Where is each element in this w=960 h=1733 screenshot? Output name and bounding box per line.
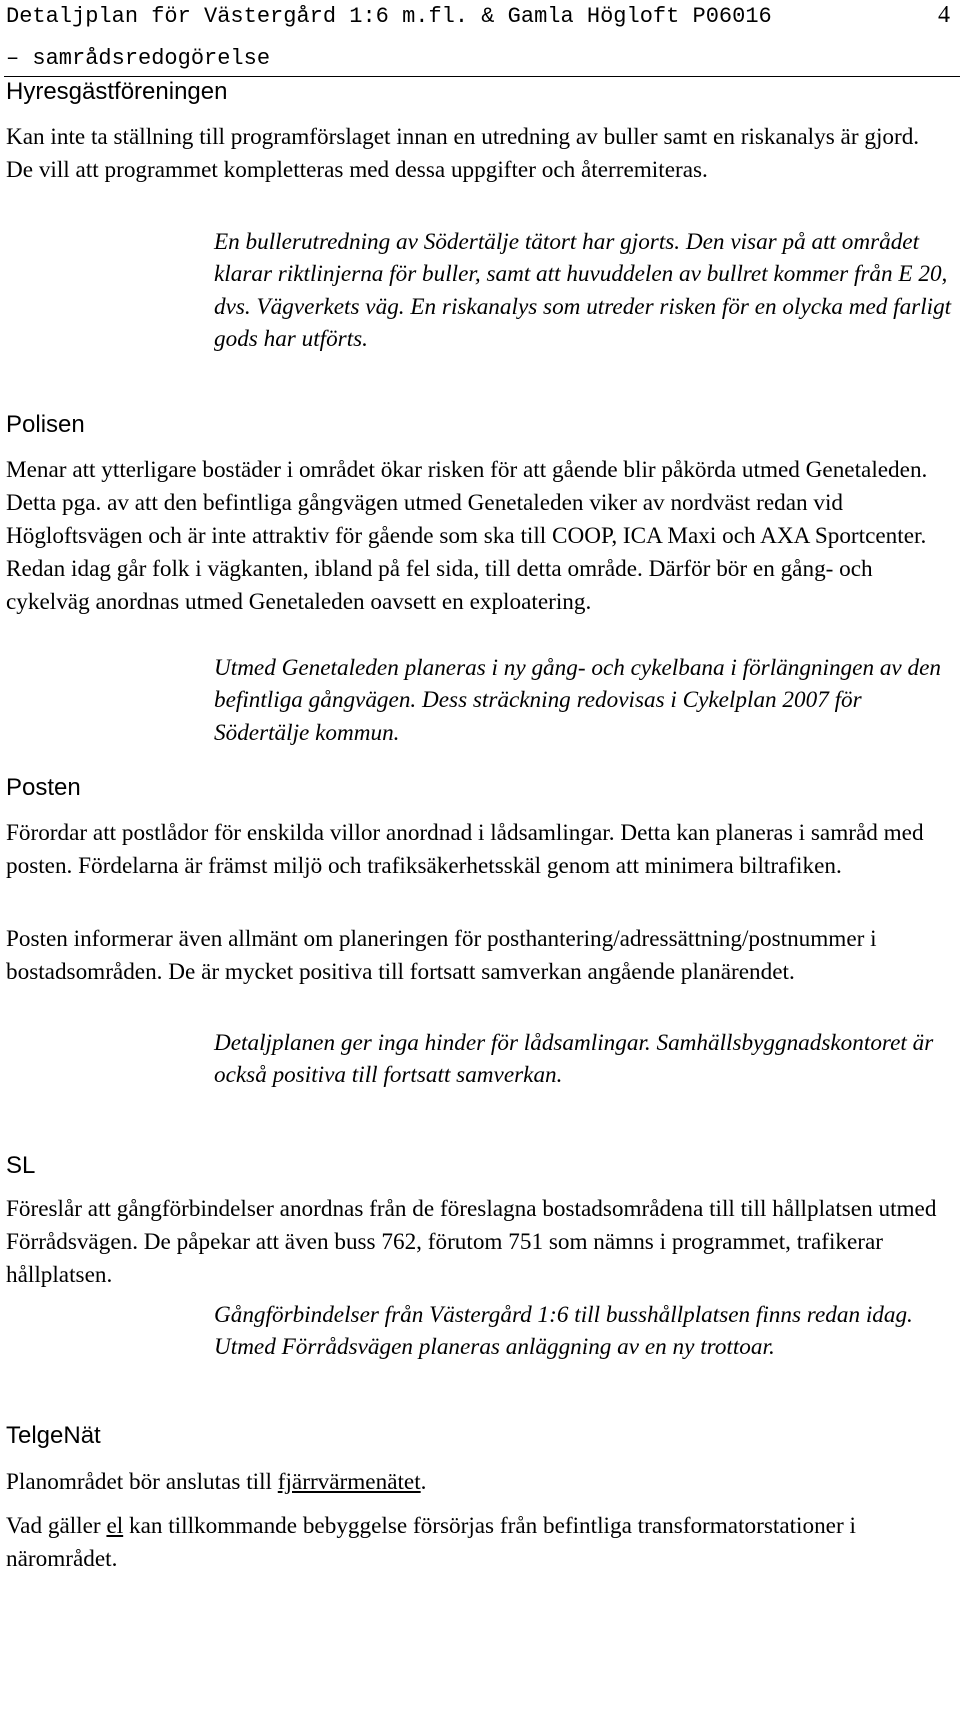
section-heading-telgenat: TelgeNät bbox=[6, 1422, 101, 1449]
section-paragraph: Posten informerar även allmänt om planeringen för posthantering/adressättning/postnummer i bostadsområden. De är mycket positiva till fortsatt samverkan angående planärendet. bbox=[6, 926, 877, 985]
section-paragraph: Menar att ytterligare bostäder i området ökar risken för att gående blir påkörda utmed Genetaleden. Detta pga. av att den befintliga gångvägen utmed Genetaleden viker av nordväst redan vid Högloftsvägen och är inte attraktiv för gående som ska till COOP, ICA Maxi och AXA Sportcenter. Redan idag går folk i vägkanten, ibland på fel sida, till detta område. Därför bör en gång- och cykelväg anordnas utmed Genetaleden oavsett en exploatering. bbox=[6, 457, 928, 615]
paragraph-text: Vad gäller bbox=[6, 1513, 107, 1539]
section-paragraph: Kan inte ta ställning till programförslaget innan en utredning av buller samt en riskanalys är gjord. De vill att programmet kompletteras med dessa uppgifter och återremiteras. bbox=[6, 124, 920, 183]
section-paragraph: Föreslår att gångförbindelser anordnas från de föreslagna bostadsområdena till till hållplatsen utmed Förrådsvägen. De påpekar att även buss 762, förutom 751 som nämns i programmet, trafikerar hållplatsen. bbox=[6, 1196, 937, 1288]
paragraph-text: kan tillkommande bebyggelse försörjas från befintliga transformatorstationer i närområdet. bbox=[6, 1513, 856, 1572]
section-reply: Detaljplanen ger inga hinder för lådsamlingar. Samhällsbyggnadskontoret är också positiva till fortsatt samverkan. bbox=[214, 1030, 934, 1089]
paragraph-text: . bbox=[420, 1469, 427, 1495]
section-heading-polisen: Polisen bbox=[6, 411, 85, 438]
section-heading-posten: Posten bbox=[6, 774, 81, 801]
section-heading-sl: SL bbox=[6, 1152, 36, 1179]
document-title: Detaljplan för Västergård 1:6 m.fl. & Gamla Högloft P06016 bbox=[6, 4, 772, 29]
section-reply: Gångförbindelser från Västergård 1:6 till busshållplatsen finns redan idag. Utmed Förrådsvägen planeras anläggning av en ny trottoar. bbox=[214, 1302, 913, 1361]
section-reply: Utmed Genetaleden planeras i ny gång- och cykelbana i förlängningen av den befintliga gångvägen. Dess sträckning redovisas i Cykelplan 2007 för Södertälje kommun. bbox=[214, 655, 941, 746]
el-underlined: el bbox=[106, 1513, 124, 1539]
paragraph-text: Planområdet bör anslutas till bbox=[6, 1469, 278, 1495]
section-paragraph bbox=[6, 1466, 951, 1499]
section-paragraph: Förordar att postlådor för enskilda villor anordnad i lådsamlingar. Detta kan planeras i samråd med posten. Fördelarna är främst miljö och trafiksäkerhetsskäl genom att minimera biltrafiken. bbox=[6, 820, 924, 879]
section-heading-hyresgastforeningen: Hyresgästföreningen bbox=[6, 78, 228, 105]
fjarrvarmenatet-underlined: fjärrvärmenätet bbox=[277, 1469, 421, 1495]
page-number: 4 bbox=[938, 2, 950, 28]
document-subtitle: – samrådsredogörelse bbox=[6, 46, 271, 71]
section-reply: En bullerutredning av Södertälje tätort har gjorts. Den visar på att området klarar riktlinjerna för buller, samt att huvuddelen av bullret kommer från E 20, dvs. Vägverkets väg. En riskanalys som utreder risken för en olycka med farligt gods har utförts. bbox=[214, 229, 952, 353]
section-paragraph bbox=[6, 1510, 951, 1576]
